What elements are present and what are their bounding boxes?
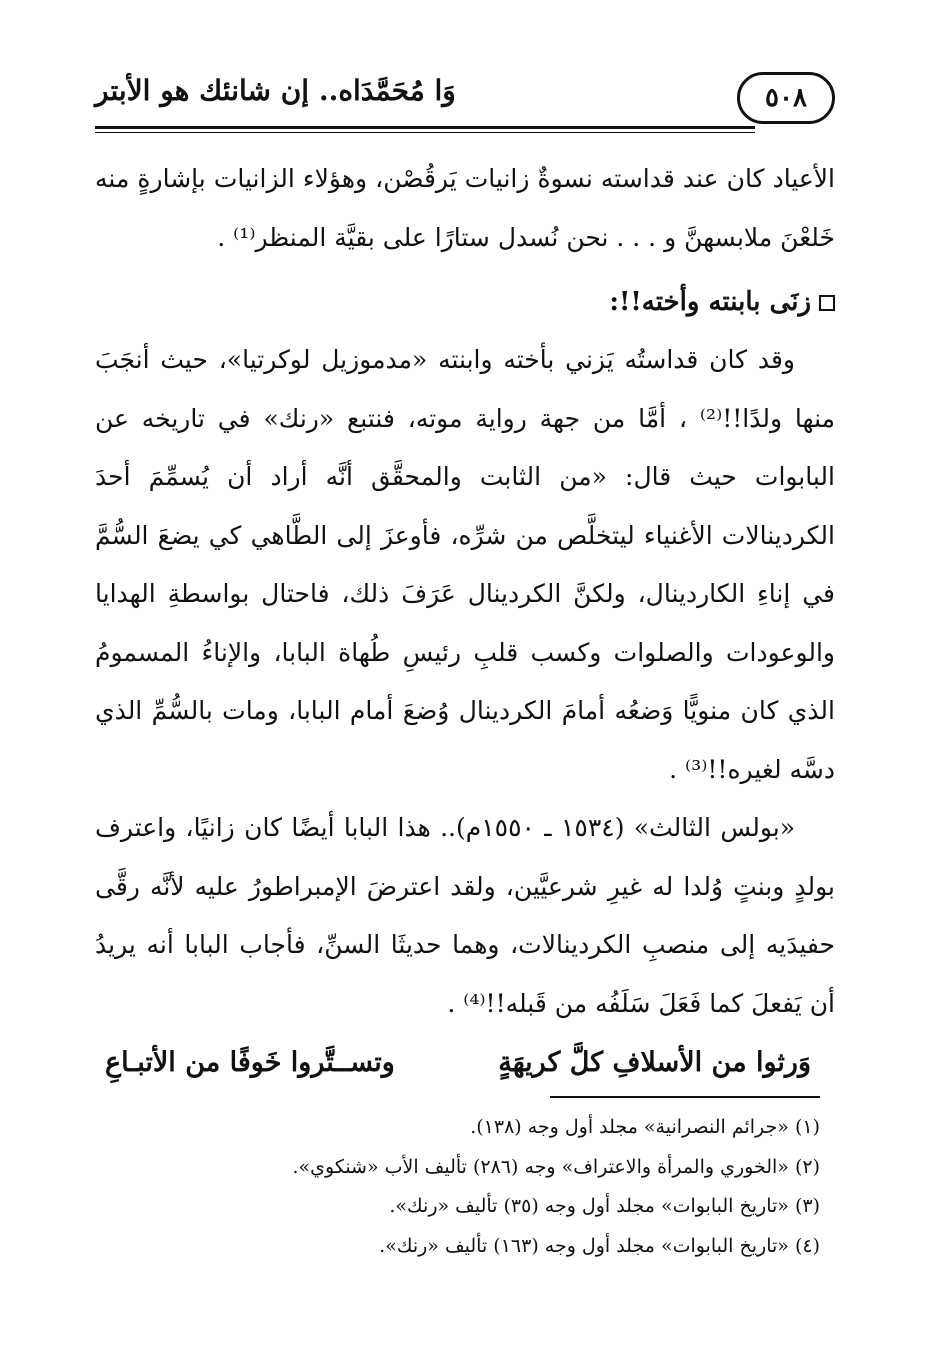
- section-heading: [95, 273, 835, 331]
- square-bullet-icon: [819, 295, 835, 311]
- running-title: وَا مُحَمَّدَاه.. إن شانئك هو الأبتر: [95, 74, 456, 107]
- verse-first-hemistich: وَرثوا من الأسلافِ كلَّ كريهَةٍ: [498, 1047, 811, 1078]
- footnote-separator: [550, 1096, 820, 1098]
- footnote-1: (١) «جرائم النصرانية» مجلد أول وجه (١٣٨).: [470, 1116, 820, 1138]
- footnotes: [200, 1108, 820, 1266]
- paragraph-3: «بولس الثالث» (١٥٣٤ ـ ١٥٥٠م).. هذا البابا أيضًا كان زانيًا، واعترف بولدٍ وبنتٍ وُلدا له غيرِ شرعيَّين، ولقد اعترضَ الإمبراطورُ عليه لأنَّه رقَّى حفيدَيه إلى منصبِ الكردينالات، وهما حديثَا السنِّ، فأجاب البابا أنه يريدُ أن يَفعلَ كما فَعَلَ سَلَفُه من قَبله!!⁽⁴⁾ .: [95, 813, 835, 1018]
- footnote-3: (٣) «تاريخ البابوات» مجلد أول وجه (٣٥) تأليف «رنك».: [389, 1195, 820, 1217]
- paragraph-2: وقد كان قداستُه يَزني بأخته وابنته «مدموزيل لوكرتيا»، حيث أنجَبَ منها ولدًا!!⁽²⁾ ، أمَّا من جهة رواية موته، فنتبع «رنك» في تاريخه عن البابوات حيث قال: «من الثابت والمحقَّق أنَّه أراد أن يُسمِّمَ أحدَ الكردينالات الأغنياء ليتخلَّص من شرِّه، فأوعزَ إلى الطَّاهي كي يضعَ السُّمَّ في إناءِ الكاردينال، ولكنَّ الكردينال عَرَفَ ذلك، فاحتال بواسطةِ الهدايا والوعودات والصلوات وكسب قلبِ رئيسِ طُهاة البابا، والإناءُ المسمومُ الذي كان منويًّا وَضعُه أمامَ الكردينال وُضعَ أمام البابا، ومات بالسُّمِّ الذي دسَّه لغيره!!⁽³⁾ .: [95, 345, 836, 784]
- main-text: [95, 150, 835, 1093]
- poetry-verse: [95, 1033, 835, 1093]
- header-rule: [95, 126, 755, 129]
- verse-second-hemistich: وتســتَّروا خَوفًا من الأتبـاعِ: [105, 1047, 395, 1078]
- paragraph-1: الأعياد كان عند قداسته نسوةٌ زانيات يَرقُصْن، وهؤلاء الزانيات بإشارةٍ منه خَلعْنَ ملابسهنَّ و . . . نحن نُسدل ستارًا على بقيَّة المنظر⁽¹⁾ .: [95, 164, 835, 252]
- page-header: [95, 70, 835, 132]
- section-heading-text: زنَى بابنته وأخته!!:: [609, 287, 811, 317]
- footnote-2: (٢) «الخوري والمرأة والاعتراف» وجه (٢٨٦) تأليف الأب «شنكوي».: [292, 1155, 820, 1178]
- footnote-4: (٤) «تاريخ البابوات» مجلد أول وجه (١٦٣) تأليف «رنك».: [379, 1234, 820, 1257]
- page-number: ٥٠٨: [737, 72, 835, 124]
